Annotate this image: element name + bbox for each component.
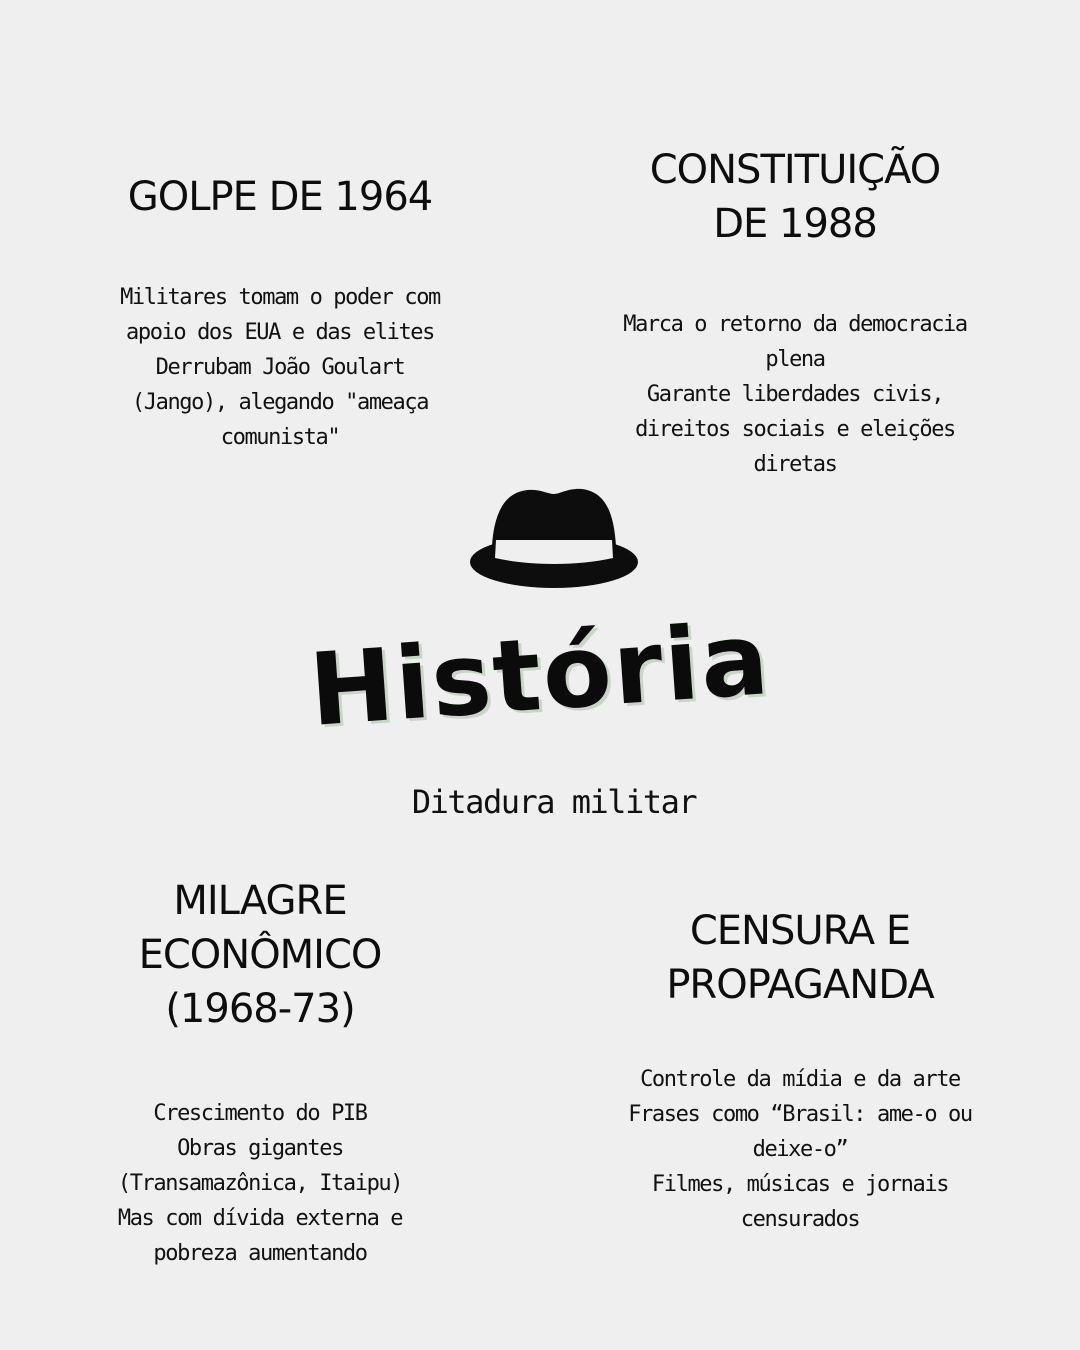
page-subtitle: Ditadura militar: [411, 783, 697, 821]
section-censura-propaganda: [620, 904, 980, 1237]
page-title: História: [305, 600, 775, 749]
section-text: Marca o retorno da democracia plena Garante liberdades civis, direitos sociais e eleições diretas: [623, 312, 967, 477]
section-milagre-economico: [90, 874, 430, 1271]
section-heading: CONSTITUIÇÃO DE 1988: [649, 147, 941, 247]
section-text: Crescimento do PIB Obras gigantes (Transamazônica, Itaipu) Mas com dívida externa e pobreza aumentando: [117, 1101, 403, 1266]
section-heading: MILAGRE ECONÔMICO (1968-73): [138, 878, 382, 1032]
section-constituicao-1988: [610, 143, 980, 482]
section-heading: GOLPE DE 1964: [127, 174, 433, 220]
hat-band: [495, 540, 613, 564]
section-text: Militares tomam o poder com apoio dos EUA e das elites Derrubam João Goulart (Jango), alegando "ameaça comunista": [120, 285, 440, 450]
section-golpe-1964: [100, 170, 460, 455]
hat-icon: [468, 484, 640, 590]
section-text: Controle da mídia e da arte Frases como “Brasil: ame-o ou deixe-o” Filmes, músicas e jornais censurados: [628, 1067, 972, 1232]
section-heading: CENSURA E PROPAGANDA: [666, 908, 934, 1008]
